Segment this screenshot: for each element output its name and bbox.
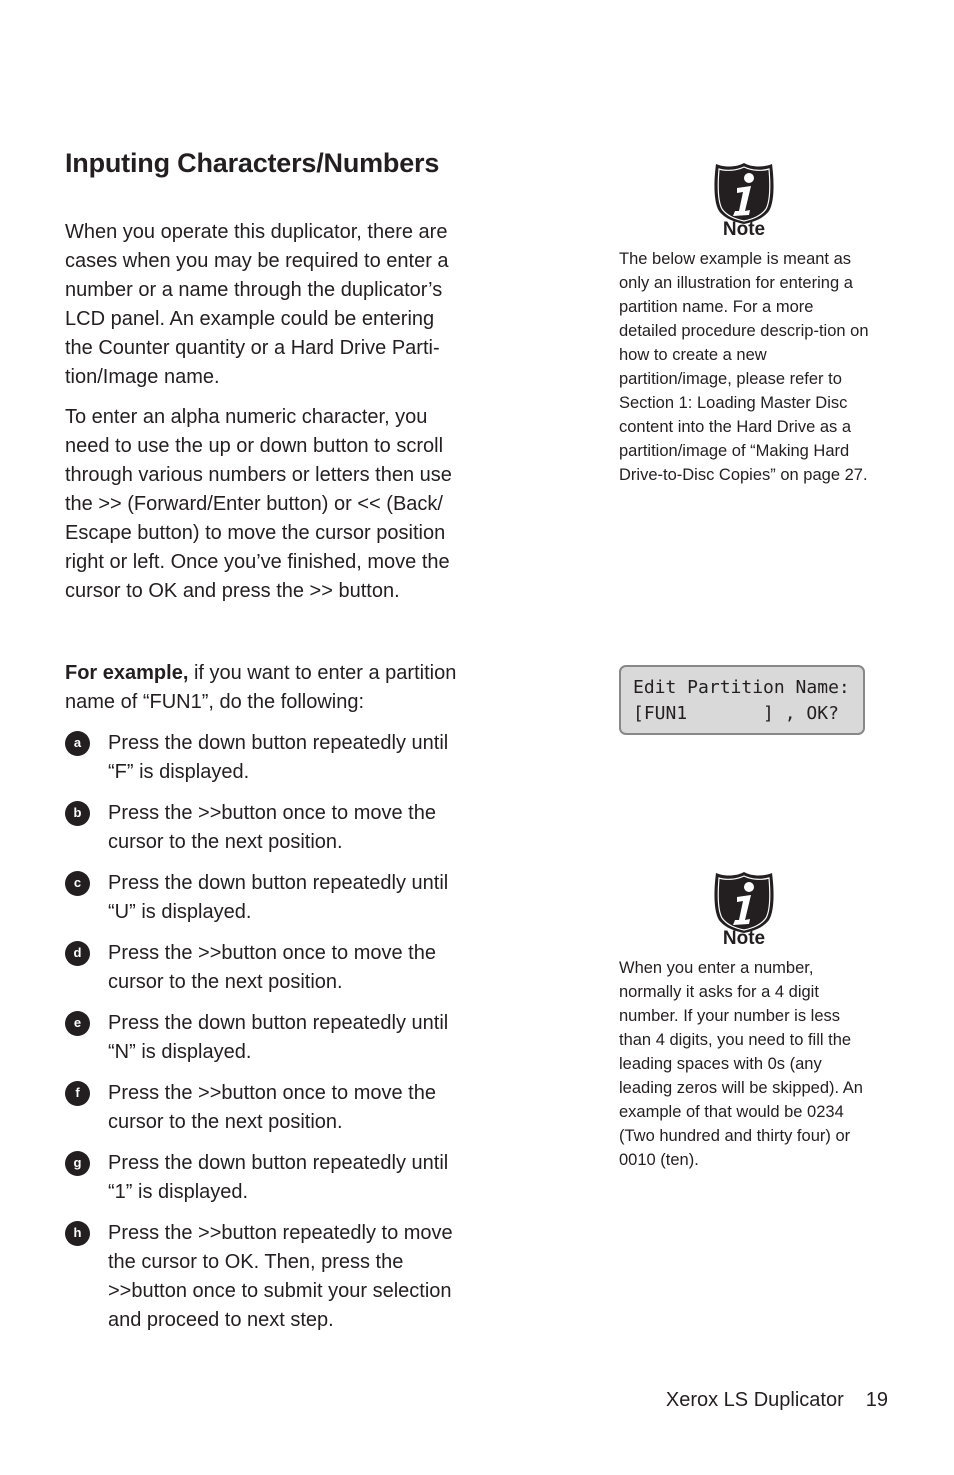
step-item [65,1219,475,1335]
step-text: Press the >>button once to move the cursor to the next position. [108,942,436,993]
page-footer [666,1389,888,1412]
footer-product-name: Xerox LS Duplicator [665,1389,844,1411]
step-list [65,729,475,1347]
step-text: Press the down button repeatedly until “F” is displayed. [108,732,449,783]
step-bullet: e [65,1011,90,1036]
step-item [65,729,475,787]
step-bullet: g [65,1151,90,1176]
step-item [65,1079,475,1137]
step-text: Press the >>button once to move the cursor to the next position. [108,802,436,853]
step-bullet: c [65,871,90,896]
step-text: Press the >>button once to move the cursor to the next position. [108,1082,436,1133]
instructions-paragraph: To enter an alpha numeric character, you need to use the up or down button to scroll through various numbers or letters then use the >> (Forward/Enter button) or << (Back/ Escape button) to move the cursor position right or left. Once you’ve finished, move the cursor to OK and press the >> button. [65,406,452,602]
step-bullet: h [65,1221,90,1246]
example-lead: For example, [65,662,189,684]
step-text: Press the down button repeatedly until “N” is displayed. [108,1012,449,1063]
step-item [65,1009,475,1067]
page-title: Inputing Characters/Numbers [65,148,440,178]
step-item [65,1149,475,1207]
note-text: The below example is meant as only an illustration for entering a partition name. For a more detailed procedure descrip-tion on how to create a new partition/image, please refer to Section 1: Loading Master Disc content into the Hard Drive as a partition/image of “Making Hard Drive-to-Disc Copies” on page 27. [619,250,869,484]
lcd-display [619,665,865,735]
note-label: Note [722,219,766,240]
example-rest: if you want to enter a partition name of “FUN1”, do the following: [65,662,457,713]
step-item [65,799,475,857]
lcd-line-2: [FUN1 ] , OK? [633,703,839,724]
step-text: Press the down button repeatedly until “U” is displayed. [108,872,449,923]
note-box-partition [619,161,869,487]
step-bullet: d [65,941,90,966]
info-shield-icon [713,870,775,934]
step-text: Press the >>button repeatedly to move the cursor to OK. Then, press the >>button once to submit your selection and proceed to next step. [108,1222,453,1331]
intro-paragraph: When you operate this duplicator, there are cases when you may be required to enter a number or a name through the duplicator’s LCD panel. An example could be entering the Counter quantity or a Hard Drive Parti-tion/Image name. [65,221,449,388]
info-shield-icon [713,161,775,225]
step-bullet: f [65,1081,90,1106]
lcd-line-1: Edit Partition Name: [633,677,850,698]
step-bullet: a [65,731,90,756]
note-box-numbers [619,870,869,1172]
example-intro [65,659,465,717]
step-item [65,939,475,997]
step-item [65,869,475,927]
note-text: When you enter a number, normally it asks for a 4 digit number. If your number is less than 4 digits, you need to fill the leading spaces with 0s (any leading zeros will be skipped). An example of that would be 0234 (Two hundred and thirty four) or 0010 (ten). [619,959,863,1169]
step-text: Press the down button repeatedly until “1” is displayed. [108,1152,449,1203]
note-label: Note [722,928,766,949]
step-bullet: b [65,801,90,826]
page-number: 19 [865,1389,888,1411]
